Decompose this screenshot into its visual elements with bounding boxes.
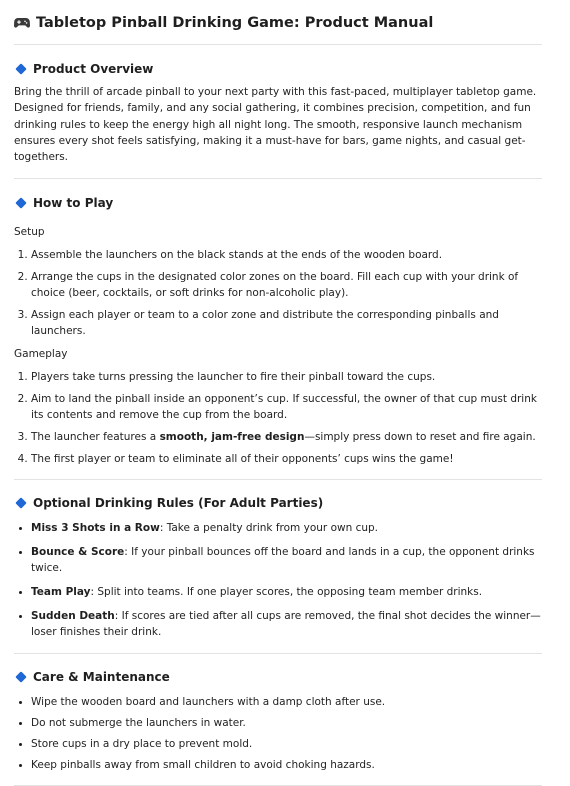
list-item: 2. Aim to land the pinball inside an opponent’s cup. If successful, the owner of that cup must drink its contents and remove the cup from the board.: [31, 391, 542, 423]
list-item-bold: smooth, jam-free design: [159, 431, 305, 444]
page-title: [14, 12, 542, 34]
list-item: • Wipe the wooden board and launchers with a damp cloth after use.: [31, 694, 542, 710]
setup-list: [14, 247, 542, 339]
rule-text: : Take a penalty drink from your own cup.: [159, 522, 379, 535]
list-item: • Do not submerge the launchers in water.: [31, 715, 542, 731]
rules-list: [14, 520, 542, 640]
rule-name: Team Play: [31, 586, 91, 599]
game-controller-icon: [14, 17, 30, 29]
rule-text: : Split into teams. If one player scores, the opposing team member drinks.: [90, 586, 483, 599]
blue-diamond-icon: [15, 198, 26, 209]
section-heading-text: Care & Maintenance: [33, 670, 170, 685]
section-heading-how-to-play: [14, 195, 542, 211]
section-heading-text: How to Play: [33, 196, 114, 211]
list-item-text: The launcher features a: [31, 431, 160, 444]
rule-name: Miss 3 Shots in a Row: [31, 522, 160, 535]
rule-text: : If your pinball bounces off the board and lands in a cup, the opponent drinks twice.: [31, 546, 535, 575]
section-heading-rules: [14, 495, 542, 511]
section-heading-overview: [14, 61, 542, 77]
list-item: [31, 544, 542, 576]
care-list: [14, 694, 542, 773]
list-item: 4. The first player or team to eliminate all of their opponents’ cups wins the game!: [31, 451, 542, 467]
blue-diamond-icon: [15, 63, 26, 74]
list-item: 1. Assemble the launchers on the black stands at the ends of the wooden board.: [31, 247, 542, 263]
section-how-to-play: [14, 195, 542, 467]
list-item: 1. Players take turns pressing the launcher to fire their pinball toward the cups.: [31, 369, 542, 385]
divider: [14, 479, 542, 480]
list-item: [31, 584, 542, 600]
list-item: [31, 429, 542, 445]
divider: [14, 44, 542, 45]
section-heading-care: [14, 669, 542, 685]
rule-text: : If scores are tied after all cups are removed, the final shot decides the winner—loser finishes their drink.: [31, 610, 541, 639]
section-care: [14, 669, 542, 773]
page-title-text: Tabletop Pinball Drinking Game: Product Manual: [36, 15, 434, 31]
list-item: 2. Arrange the cups in the designated color zones on the board. Fill each cup with your drink of choice (beer, cocktails, or soft drinks for non-alcoholic play).: [31, 269, 542, 301]
section-heading-text: Optional Drinking Rules (For Adult Parties): [33, 496, 324, 511]
setup-heading: Setup: [14, 226, 45, 239]
blue-diamond-icon: [15, 672, 26, 683]
rule-name: Bounce & Score: [31, 546, 125, 559]
divider: [14, 653, 542, 654]
list-item: • Store cups in a dry place to prevent mold.: [31, 736, 542, 752]
rule-name: Sudden Death: [31, 610, 115, 623]
overview-text: Bring the thrill of arcade pinball to your next party with this fast-paced, multiplayer tabletop game. Designed for friends, family, and any social gathering, it combines precision, competition, and fun drinking rules to keep the energy high all night long. The smooth, responsive launch mechanism ensures every shot feels satisfying, making it a must-have for bars, game nights, and casual get-togethers.: [14, 86, 537, 164]
divider: [14, 178, 542, 179]
blue-diamond-icon: [15, 498, 26, 509]
gameplay-list: [14, 369, 542, 467]
list-item: [31, 608, 542, 640]
list-item: [31, 520, 542, 536]
list-item-text: —simply press down to reset and fire again.: [304, 431, 536, 444]
section-rules: [14, 495, 542, 640]
list-item: • Keep pinballs away from small children to avoid choking hazards.: [31, 757, 542, 773]
section-heading-text: Product Overview: [33, 62, 154, 76]
gameplay-heading: Gameplay: [14, 348, 68, 361]
section-overview: [14, 61, 542, 165]
list-item: 3. Assign each player or team to a color zone and distribute the corresponding pinballs and launchers.: [31, 307, 542, 339]
